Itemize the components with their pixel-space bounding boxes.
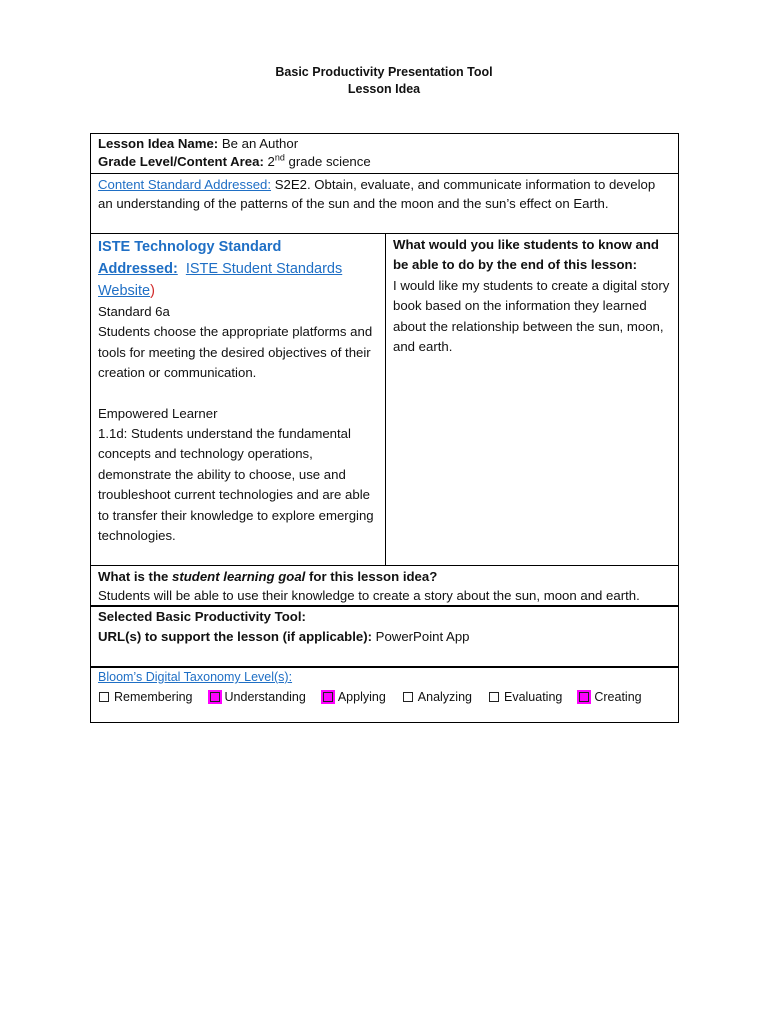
content-standard-row [91,174,678,234]
learning-goal-question [98,567,671,586]
blooms-option-creating[interactable] [578,688,641,706]
blooms-option-evaluating[interactable] [488,688,562,706]
tool-url-label: URL(s) to support the lesson (if applicable): [98,629,373,644]
document-title-line2: Lesson Idea [347,82,421,96]
empowered-learner-title: Empowered Learner [98,405,218,421]
lesson-table [90,133,679,723]
tool-label: Selected Basic Productivity Tool: [98,609,306,624]
tool-url-value: PowerPoint App [372,629,470,644]
lesson-info-row [91,134,678,174]
iste-link-text-1[interactable]: ISTE Student Standards [185,261,343,277]
checkbox-icon[interactable] [489,692,499,702]
iste-heading-line1: ISTE Technology Standard [98,239,282,255]
tool-url-line [98,627,671,647]
document-title [0,64,768,98]
blooms-option-label: Evaluating [503,690,563,704]
lesson-name-line [98,135,671,153]
goal-q-suffix: for this lesson idea? [305,569,438,584]
checkbox-icon[interactable] [99,692,109,702]
blooms-option-label: Creating [594,690,642,704]
checkbox-icon[interactable] [210,692,220,702]
lesson-name-value: Be an Author [218,136,299,151]
iste-heading-line2: Addressed: [98,261,178,277]
learning-goal-answer: Students will be able to use their knowledge to create a story about the sun, moon and earth. [98,588,640,603]
blooms-option-understanding[interactable] [209,688,306,706]
goal-q-emphasis: student learning goal [172,569,306,584]
blooms-option-label: Remembering [114,690,193,704]
blooms-option-label: Applying [337,690,386,704]
objectives-cell [386,233,678,565]
iste-standard-description: Students choose the appropriate platforms and tools for meeting the desired objectives of their creation or communication. [98,324,373,381]
blooms-title: Bloom’s Digital Taxonomy Level(s): [98,670,293,684]
iste-heading [98,236,378,302]
tool-row [91,607,678,667]
grade-suffix: nd [274,152,285,163]
document-title-line1: Basic Productivity Presentation Tool [275,65,493,79]
checkbox-icon[interactable] [403,692,413,702]
blooms-option-applying[interactable] [322,688,386,706]
content-standard-label[interactable]: Content Standard Addressed: [98,177,272,192]
goal-q-prefix: What is the [98,569,172,584]
iste-link-text-2[interactable]: Website [98,283,151,299]
iste-standard-number: Standard 6a [98,304,170,319]
checkbox-icon[interactable] [579,692,589,702]
checkbox-icon[interactable] [323,692,333,702]
empowered-learner-description: 1.1d: Students understand the fundamental concepts and technology operations, demonstrate the ability to choose, use and troubleshoot current technologies and are able to transfer their knowledge to explore emerging technologies. [98,426,374,544]
blooms-row [91,668,678,722]
grade-number: 2 [263,154,275,169]
blooms-option-remembering[interactable] [98,688,193,706]
grade-line [98,153,671,171]
blooms-option-label: Understanding [224,690,306,704]
blooms-option-analyzing[interactable] [402,688,472,706]
content-standard-text: S2E2. Obtain, evaluate, and communicate information to develop an understanding of the patterns of the sun and the moon and the sun’s effect on Earth. [98,177,656,211]
objectives-answer: I would like my students to create a digital story book based on the information they learned about the relationship between the sun, moon, and earth. [393,277,670,355]
learning-goal-row [91,566,678,606]
iste-standard-cell [91,234,385,565]
iste-paren: ) [150,283,155,299]
grade-value: grade science [284,154,371,169]
objectives-question: What would you like students to know and be able to do by the end of this lesson: [393,237,659,273]
lesson-name-label: Lesson Idea Name: [98,136,219,151]
grade-label: Grade Level/Content Area: [98,154,264,169]
blooms-levels [98,688,671,706]
blooms-option-label: Analyzing [417,690,472,704]
